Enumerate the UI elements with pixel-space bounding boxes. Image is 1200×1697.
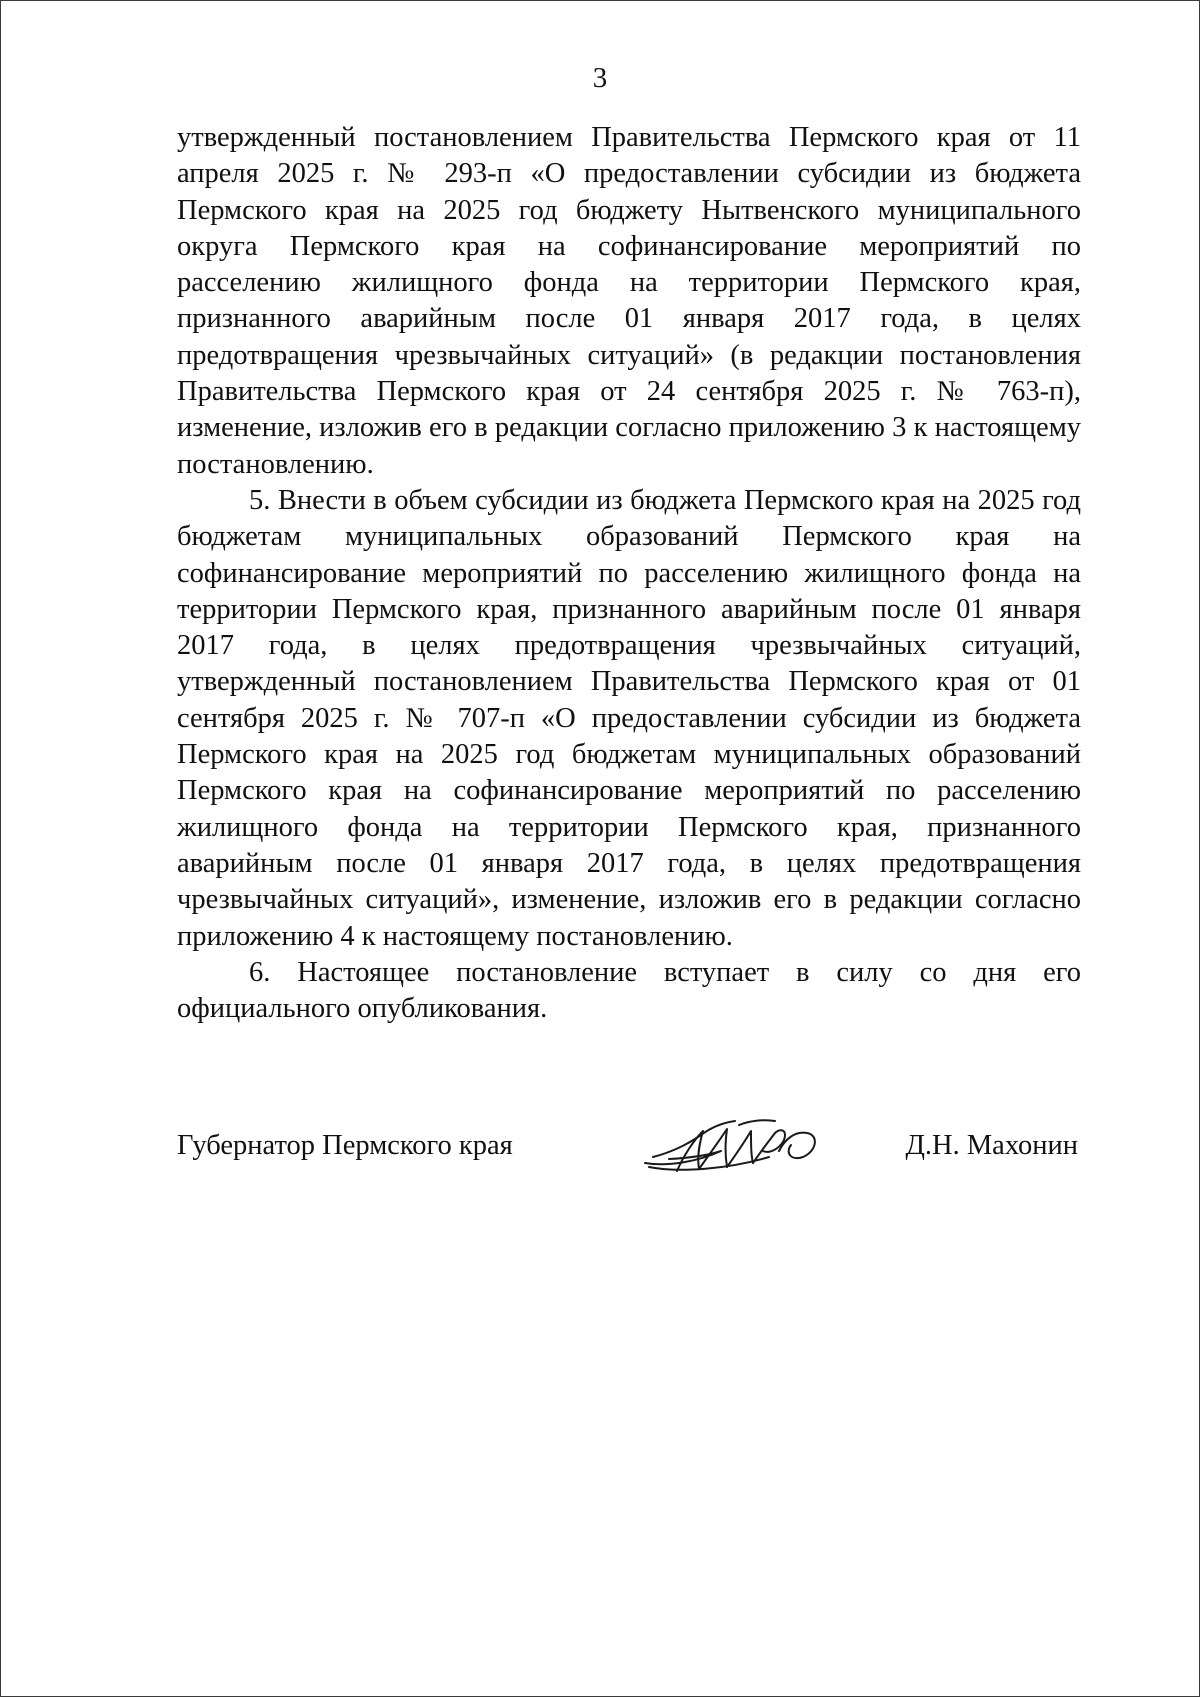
paragraph-item-5: 5. Внести в объем субсидии из бюджета Пермского края на 2025 год бюджетам муниципальных образований Пермского края на софинансирование мероприятий по расселению жилищного фонда на территории Пермского края, признанного аварийным после 01 января 2017 года, в целях предотвращения чрезвычайных ситуаций, утвержденный постановлением Правительства Пермского края от 01 сентября 2025 г. № 707-п «О предоставлении субсидии из бюджета Пермского края на 2025 год бюджетам муниципальных образований Пермского края на софинансирование мероприятий по расселению жилищного фонда на территории Пермского края, признанного аварийным после 01 января 2017 года, в целях предотвращения чрезвычайных ситуаций», изменение, изложив его в редакции согласно приложению 4 к настоящему постановлению.: [177, 484, 1081, 952]
signature-block: [177, 1111, 1081, 1191]
paragraph-continuation: утвержденный постановлением Правительства Пермского края от 11 апреля 2025 г. № 293-п «О предоставлении субсидии из бюджета Пермского края на 2025 год бюджету Нытвенского муниципального округа Пермского края на софинансирование мероприятий по расселению жилищного фонда на территории Пермского края, признанного аварийным после 01 января 2017 года, в целях предотвращения чрезвычайных ситуаций» (в редакции постановления Правительства Пермского края от 24 сентября 2025 г. № 763-п), изменение, изложив его в редакции согласно приложению 3 к настоящему постановлению.: [177, 122, 1081, 480]
signatory-position: Губернатор Пермского края: [177, 1130, 513, 1161]
page-number: 3: [592, 62, 608, 94]
document-body: [177, 120, 1081, 1027]
handwritten-signature: [639, 1111, 829, 1181]
paragraph-item-6: 6. Настоящее постановление вступает в силу со дня его официального опубликования.: [177, 956, 1081, 1025]
signatory-name: Д.Н. Махонин: [905, 1130, 1078, 1161]
